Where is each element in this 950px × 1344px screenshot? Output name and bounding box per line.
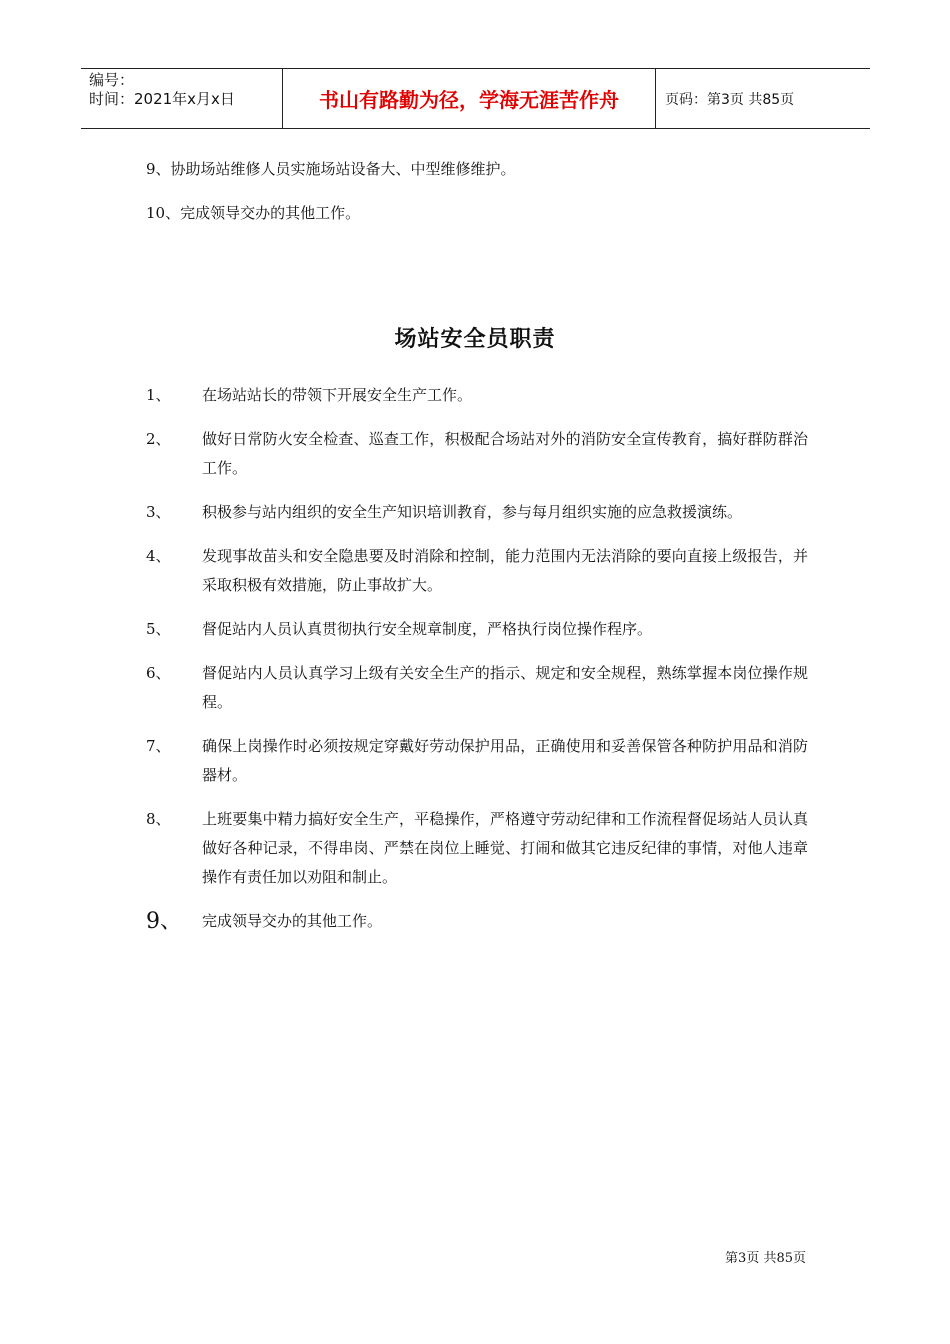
duty-item [146,381,808,410]
duty-text: 确保上岗操作时必须按规定穿戴好劳动保护用品，正确使用和妥善保管各种防护用品和消防器材。 [202,737,808,784]
duty-number: 1、 [146,386,171,404]
duty-number: 7、 [146,737,171,755]
page-footer: 第3页 共85页 [725,1251,806,1266]
duty-text: 发现事故苗头和安全隐患要及时消除和控制，能力范围内无法消除的要向直接上级报告，并采取积极有效措施，防止事故扩大。 [202,547,808,594]
duty-number: 6、 [146,664,171,682]
duty-item [146,425,808,483]
header-left-cell [81,69,282,128]
duty-item [146,732,808,790]
duty-number: 9、 [146,909,182,934]
page-info: 页码：第3页 共85页 [665,91,795,108]
motto: 书山有路勤为径，学海无涯苦作舟 [319,88,619,112]
duty-text: 督促站内人员认真贯彻执行安全规章制度，严格执行岗位操作程序。 [202,620,653,638]
duty-item [146,907,808,936]
pre-item: 9、协助场站维修人员实施场站设备大、中型维修维护。 [146,160,516,178]
duty-text: 积极参与站内组织的安全生产知识培训教育，参与每月组织实施的应急救援演练。 [202,503,743,521]
duty-number: 5、 [146,620,171,638]
duty-text: 做好日常防火安全检查、巡查工作，积极配合场站对外的消防安全宣传教育，搞好群防群治工作。 [202,430,808,477]
date-label: 时间：2021年x月x日 [89,90,235,108]
header-page-cell [656,69,870,128]
duty-item [146,542,808,600]
duty-item [146,805,808,892]
duty-item [146,615,808,644]
duty-text: 督促站内人员认真学习上级有关安全生产的指示、规定和安全规程，熟练掌握本岗位操作规程。 [202,664,808,711]
duty-item [146,498,808,527]
duty-number: 4、 [146,547,171,565]
duty-item [146,659,808,717]
duty-number: 8、 [146,810,171,828]
duty-text: 完成领导交办的其他工作。 [202,912,383,930]
duty-number: 2、 [146,430,171,448]
pre-item: 10、完成领导交办的其他工作。 [146,204,361,222]
duty-number: 3、 [146,503,171,521]
section-title: 场站安全员职责 [394,326,556,352]
duty-text: 上班要集中精力搞好安全生产，平稳操作，严格遵守劳动纪律和工作流程督促场站人员认真做好各种记录，不得串岗、严禁在岗位上睡觉、打闹和做其它违反纪律的事情，对他人违章操作有责任加以劝阻和制止。 [202,810,808,886]
header-table [81,68,870,129]
number-label: 编号： [89,71,135,89]
header-motto-cell [282,69,656,128]
duty-text: 在场站站长的带领下开展安全生产工作。 [202,386,473,404]
duty-list [146,381,808,951]
